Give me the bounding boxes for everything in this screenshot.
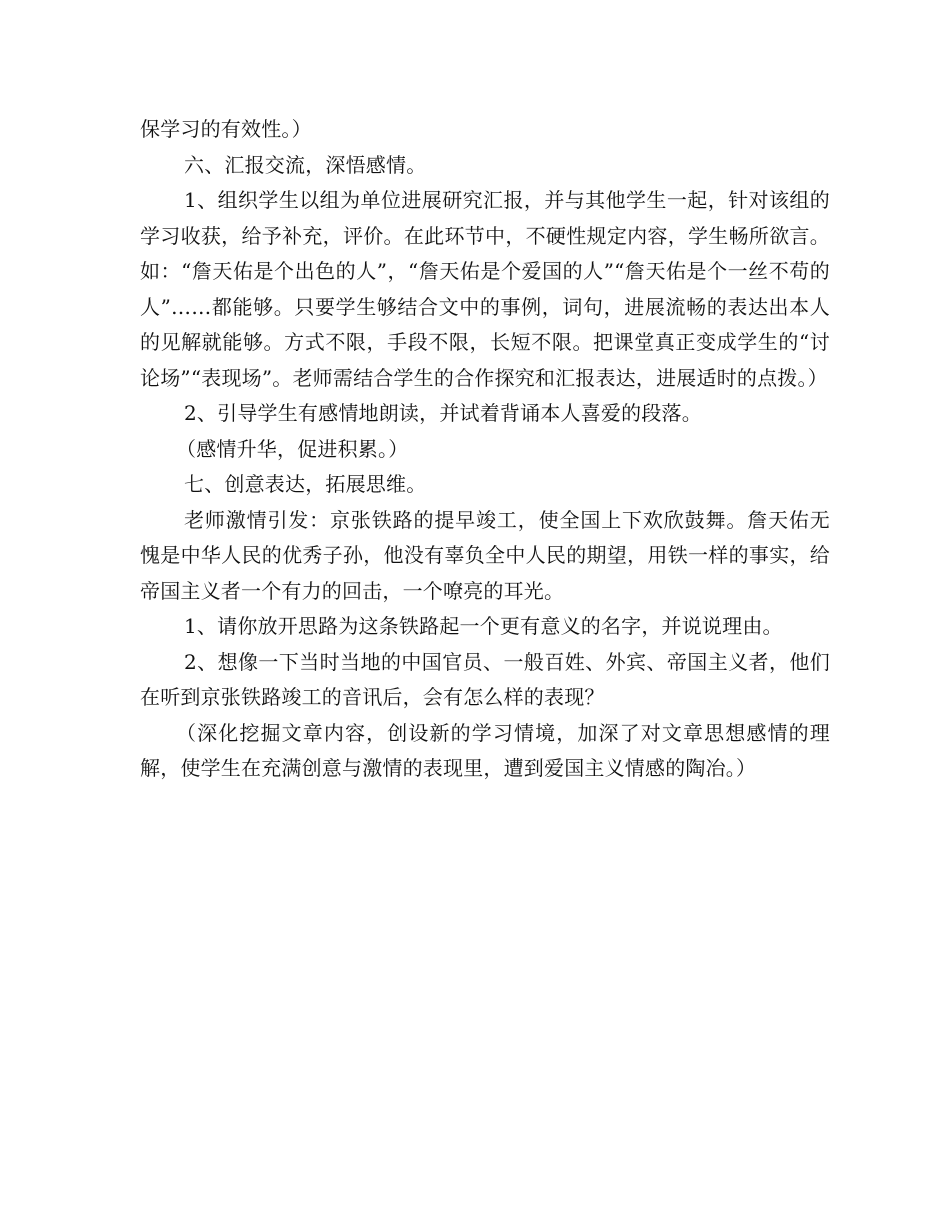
paragraph-continuation: 保学习的有效性。） <box>140 117 312 141</box>
paragraph-report-exchange: 1、组织学生以组为单位进展研究汇报，并与其他学生一起，针对该组的学习收获，给予补充，评价。在此环节中，不硬性规定内容，学生畅所欲言。如：“詹天佑是个出色的人”，“詹天佑是个爱国的人”“詹天佑是个一丝不苟的人”……都能够。只要学生够结合文中的事例，词句，进展流畅的表达出本人的见解就能够。方式不限，手段不限，长短不限。把课堂真正变成学生的“讨论场”“表现场”。老师需结合学生的合作探究和汇报表达，进展适时的点拨。） <box>140 188 830 390</box>
section-heading-seven: 七、创意表达，拓展思维。 <box>184 472 427 496</box>
paragraph-note-deepen: （深化挖掘文章内容，创设新的学习情境，加深了对文章思想感情的理解，使学生在充满创意与激情的表现里，遭到爱国主义情感的陶冶。） <box>140 720 830 780</box>
paragraph-task-one: 1、请你放开思路为这条铁路起一个更有意义的名字，并说说理由。 <box>184 614 783 638</box>
paragraph-note-emotion: （感情升华，促进积累。） <box>176 436 409 461</box>
paragraph-task-two: 2、想像一下当时当地的中国官员、一般百姓、外宾、帝国主义者，他们在听到京张铁路竣工的音讯后，会有怎么样的表现？ <box>140 649 830 709</box>
paragraph-reading-aloud: 2、引导学生有感情地朗读，并试着背诵本人喜爱的段落。 <box>184 401 702 425</box>
document-body <box>140 112 830 787</box>
paragraph-teacher-prompt: 老师激情引发：京张铁路的提早竣工，使全国上下欢欣鼓舞。詹天佑无愧是中华人民的优秀子孙，他没有辜负全中人民的期望，用铁一样的事实，给帝国主义者一个有力的回击，一个嘹亮的耳光。 <box>140 507 830 603</box>
section-heading-six: 六、汇报交流，深悟感情。 <box>184 152 427 177</box>
